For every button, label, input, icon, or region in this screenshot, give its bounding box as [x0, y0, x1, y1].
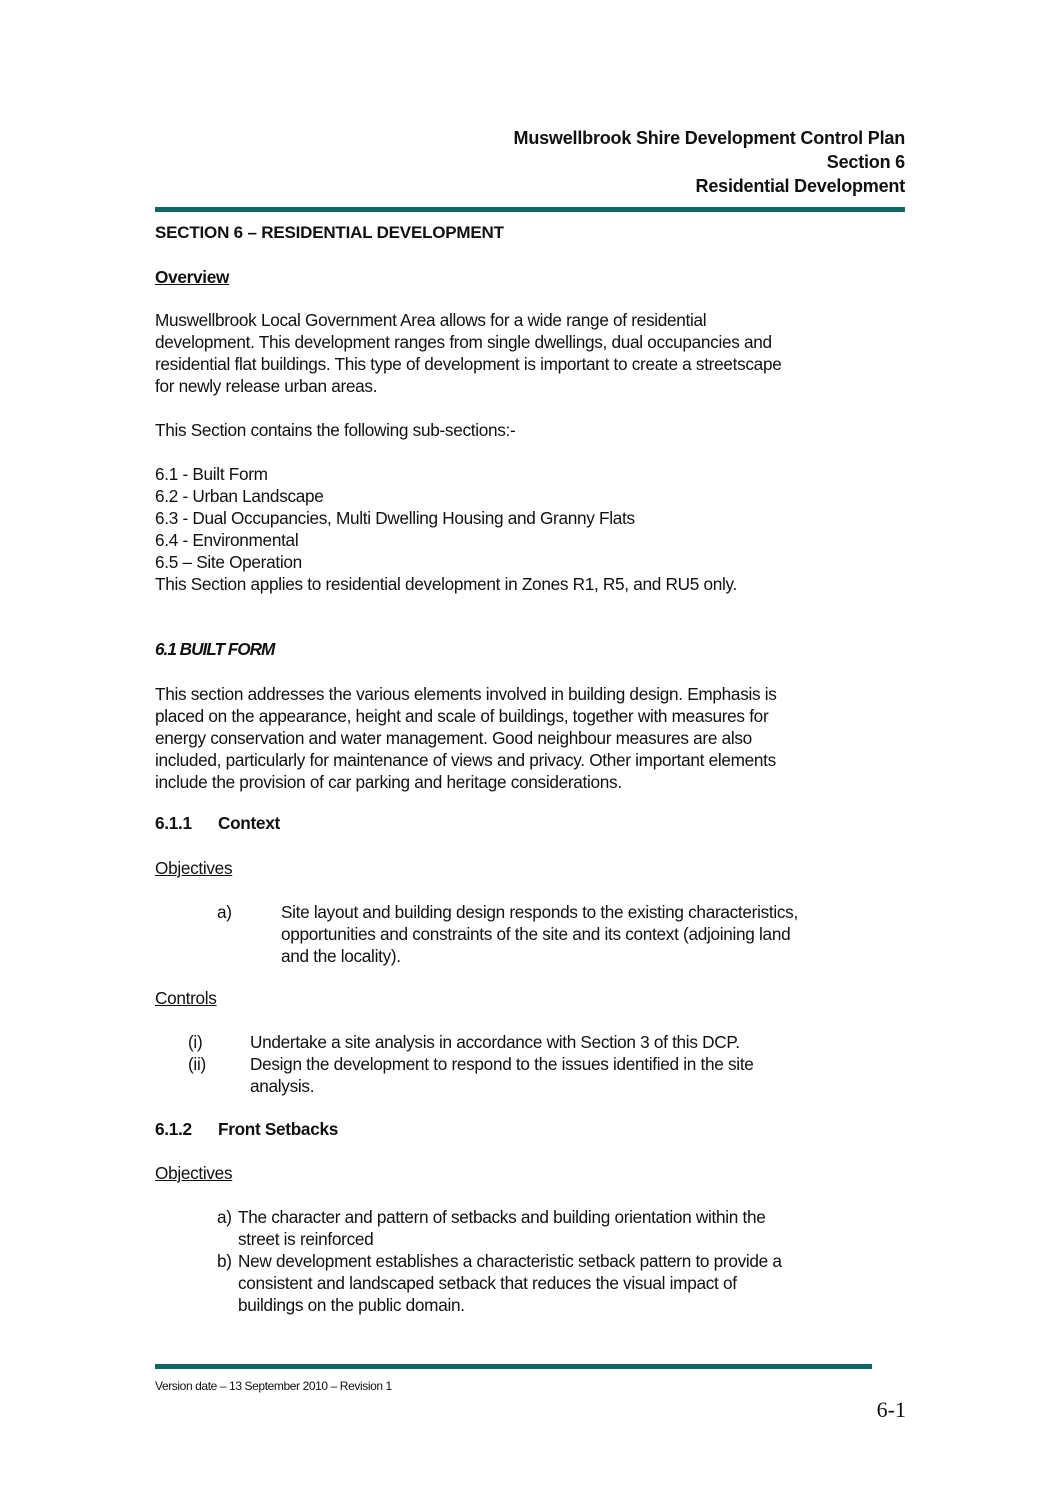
control-marker: (ii) [188, 1054, 206, 1074]
front-setbacks-heading [155, 1118, 338, 1140]
objective-text [238, 1250, 897, 1316]
objective-marker: b) [217, 1251, 232, 1271]
context-objectives-label: Objectives [155, 858, 233, 878]
objective-line: New development establishes a characteristic setback pattern to provide a [238, 1251, 782, 1271]
subsection-item: 6.3 - Dual Occupancies, Multi Dwelling Housing and Granny Flats [155, 508, 635, 528]
objective-line: The character and pattern of setbacks and building orientation within the [238, 1207, 766, 1227]
objective-line: Site layout and building design responds to the existing characteristics, [281, 902, 798, 922]
paragraph-line: This section addresses the various elements involved in building design. Emphasis is [155, 684, 777, 704]
header-plan-title: Muswellbrook Shire Development Control Plan [513, 128, 905, 148]
subsection-item: 6.2 - Urban Landscape [155, 486, 324, 506]
header-section-number: Section 6 [826, 152, 905, 172]
paragraph-line: development. This development ranges from single dwellings, dual occupancies and [155, 332, 772, 352]
context-title: Context [218, 813, 280, 833]
objective-item [217, 1206, 897, 1250]
objective-marker: a) [217, 902, 232, 922]
paragraph-line: energy conservation and water management. Good neighbour measures are also [155, 728, 752, 748]
section-title: SECTION 6 – RESIDENTIAL DEVELOPMENT [155, 223, 504, 242]
control-text [250, 1053, 888, 1097]
paragraph-line: included, particularly for maintenance of views and privacy. Other important elements [155, 750, 776, 770]
context-number: 6.1.1 [155, 813, 192, 833]
front-setbacks-number: 6.1.2 [155, 1119, 192, 1139]
paragraph-line: for newly release urban areas. [155, 376, 378, 396]
paragraph-line: Muswellbrook Local Government Area allows for a wide range of residential [155, 310, 707, 330]
objective-line: and the locality). [281, 946, 401, 966]
objective-line: consistent and landscaped setback that reduces the visual impact of [238, 1273, 737, 1293]
context-heading [155, 812, 280, 834]
objective-line: street is reinforced [238, 1229, 374, 1249]
context-controls-list [188, 1031, 888, 1097]
paragraph-line: residential flat buildings. This type of development is important to create a streetscape [155, 354, 782, 374]
paragraph-line: placed on the appearance, height and scale of buildings, together with measures for [155, 706, 769, 726]
footer-rule [155, 1364, 872, 1369]
objective-line: buildings on the public domain. [238, 1295, 465, 1315]
applies-statement: This Section applies to residential development in Zones R1, R5, and RU5 only. [155, 574, 737, 594]
subsection-item: 6.5 – Site Operation [155, 552, 302, 572]
objective-item [217, 1250, 897, 1316]
control-line: Undertake a site analysis in accordance with Section 3 of this DCP. [250, 1032, 740, 1052]
front-setbacks-objectives-list [217, 1206, 897, 1316]
control-marker: (i) [188, 1032, 203, 1052]
paragraph-line: include the provision of car parking and heritage considerations. [155, 772, 622, 792]
built-form-heading: 6.1 BUILT FORM [155, 639, 275, 659]
overview-heading: Overview [155, 267, 230, 287]
overview-paragraph [155, 309, 915, 397]
objective-text [238, 1206, 897, 1250]
control-item [188, 1031, 888, 1053]
built-form-paragraph [155, 683, 915, 793]
header-rule [155, 207, 905, 212]
footer-version: Version date – 13 September 2010 – Revision 1 [155, 1379, 392, 1393]
control-line: analysis. [250, 1076, 315, 1096]
subsection-item: 6.1 - Built Form [155, 464, 268, 484]
front-setbacks-title: Front Setbacks [218, 1119, 338, 1139]
objective-text [281, 901, 897, 967]
control-item [188, 1053, 888, 1097]
subsection-item: 6.4 - Environmental [155, 530, 299, 550]
subsections-intro: This Section contains the following sub-sections:- [155, 420, 516, 440]
objective-marker: a) [217, 1207, 232, 1227]
subsections-list [155, 463, 635, 573]
control-line: Design the development to respond to the issues identified in the site [250, 1054, 754, 1074]
objective-line: opportunities and constraints of the site and its context (adjoining land [281, 924, 791, 944]
context-controls-label: Controls [155, 988, 217, 1008]
objective-item [217, 901, 897, 967]
page-number: 6-1 [876, 1397, 906, 1422]
document-header [514, 126, 905, 198]
control-text [250, 1031, 888, 1053]
context-objectives-list [217, 901, 897, 967]
header-section-name: Residential Development [695, 176, 905, 196]
front-setbacks-objectives-label: Objectives [155, 1163, 233, 1183]
